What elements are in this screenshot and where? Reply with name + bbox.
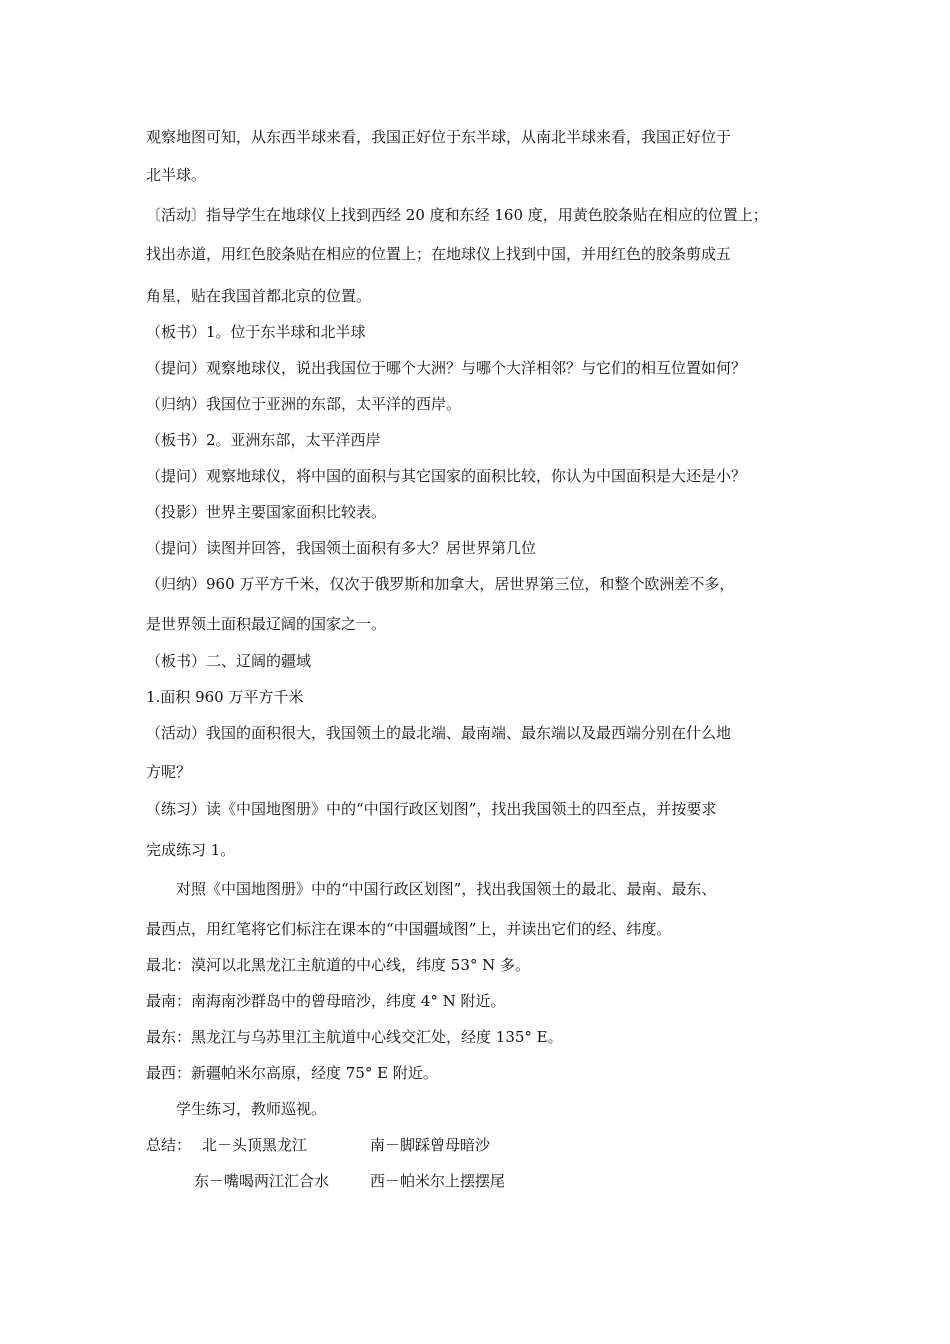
summary-label: 总结：	[146, 1136, 192, 1154]
paragraph-line: （活动）我国的面积很大，我国领土的最北端、最南端、最东端以及最西端分别在什么地	[146, 724, 732, 742]
paragraph-line: 最东：黑龙江与乌苏里江主航道中心线交汇处，经度 135° E。	[146, 1028, 563, 1046]
paragraph-line: 方呢？	[146, 763, 192, 781]
paragraph-line: 1.面积 960 万平方千米	[146, 688, 304, 706]
summary-west: 西－帕米尔上摆摆尾	[370, 1172, 506, 1190]
paragraph-line: 〔活动〕指导学生在地球仪上找到西经 20 度和东经 160 度，用黄色胶条贴在相应的位置上；	[146, 206, 768, 224]
paragraph-line: 最南：南海南沙群岛中的曾母暗沙，纬度 4° N 附近。	[146, 992, 506, 1010]
paragraph-line: 最西：新疆帕米尔高原，经度 75° E 附近。	[146, 1064, 438, 1082]
paragraph-line: 最西点，用红笔将它们标注在课本的“中国疆域图”上，并读出它们的经、纬度。	[146, 920, 672, 938]
paragraph-line: （练习）读《中国地图册》中的“中国行政区划图”，找出我国领土的四至点，并按要求	[146, 800, 717, 818]
paragraph-line: 完成练习 1。	[146, 841, 236, 859]
paragraph-line: （提问）读图并回答，我国领土面积有多大？居世界第几位	[146, 539, 537, 557]
paragraph-line: 角星，贴在我国首都北京的位置。	[146, 287, 372, 305]
summary-north: 北－头顶黑龙江	[202, 1136, 308, 1154]
paragraph-line: 对照《中国地图册》中的“中国行政区划图”，找出我国领土的最北、最南、最东、	[176, 880, 717, 898]
paragraph-line: （投影）世界主要国家面积比较表。	[146, 503, 387, 521]
paragraph-line: 最北：漠河以北黑龙江主航道的中心线，纬度 53° N 多。	[146, 956, 531, 974]
paragraph-line: （提问）观察地球仪，说出我国位于哪个大洲？与哪个大洋相邻？与它们的相互位置如何？	[146, 359, 747, 377]
summary-row-1	[146, 1135, 491, 1155]
paragraph-line: 是世界领土面积最辽阔的国家之一。	[146, 615, 387, 633]
paragraph-line: 观察地图可知，从东西半球来看，我国正好位于东半球，从南北半球来看，我国正好位于	[146, 128, 732, 146]
summary-south: 南－脚踩曾母暗沙	[370, 1136, 491, 1154]
paragraph-line: （板书）1。位于东半球和北半球	[146, 323, 366, 341]
paragraph-line: （归纳）960 万平方千米，仅次于俄罗斯和加拿大，居世界第三位，和整个欧洲差不多，	[146, 575, 735, 593]
paragraph-line: 找出赤道，用红色胶条贴在相应的位置上；在地球仪上找到中国，并用红色的胶条剪成五	[146, 245, 732, 263]
paragraph-line: （归纳）我国位于亚洲的东部，太平洋的西岸。	[146, 395, 462, 413]
paragraph-line: （板书）二、辽阔的疆域	[146, 652, 312, 670]
paragraph-line: 北半球。	[146, 166, 207, 184]
summary-east: 东－嘴喝两江汇合水	[194, 1172, 330, 1190]
paragraph-line: （提问）观察地球仪，将中国的面积与其它国家的面积比较，你认为中国面积是大还是小？	[146, 467, 747, 485]
paragraph-line: 学生练习，教师巡视。	[176, 1100, 327, 1118]
paragraph-line: （板书）2。亚洲东部，太平洋西岸	[146, 431, 381, 449]
